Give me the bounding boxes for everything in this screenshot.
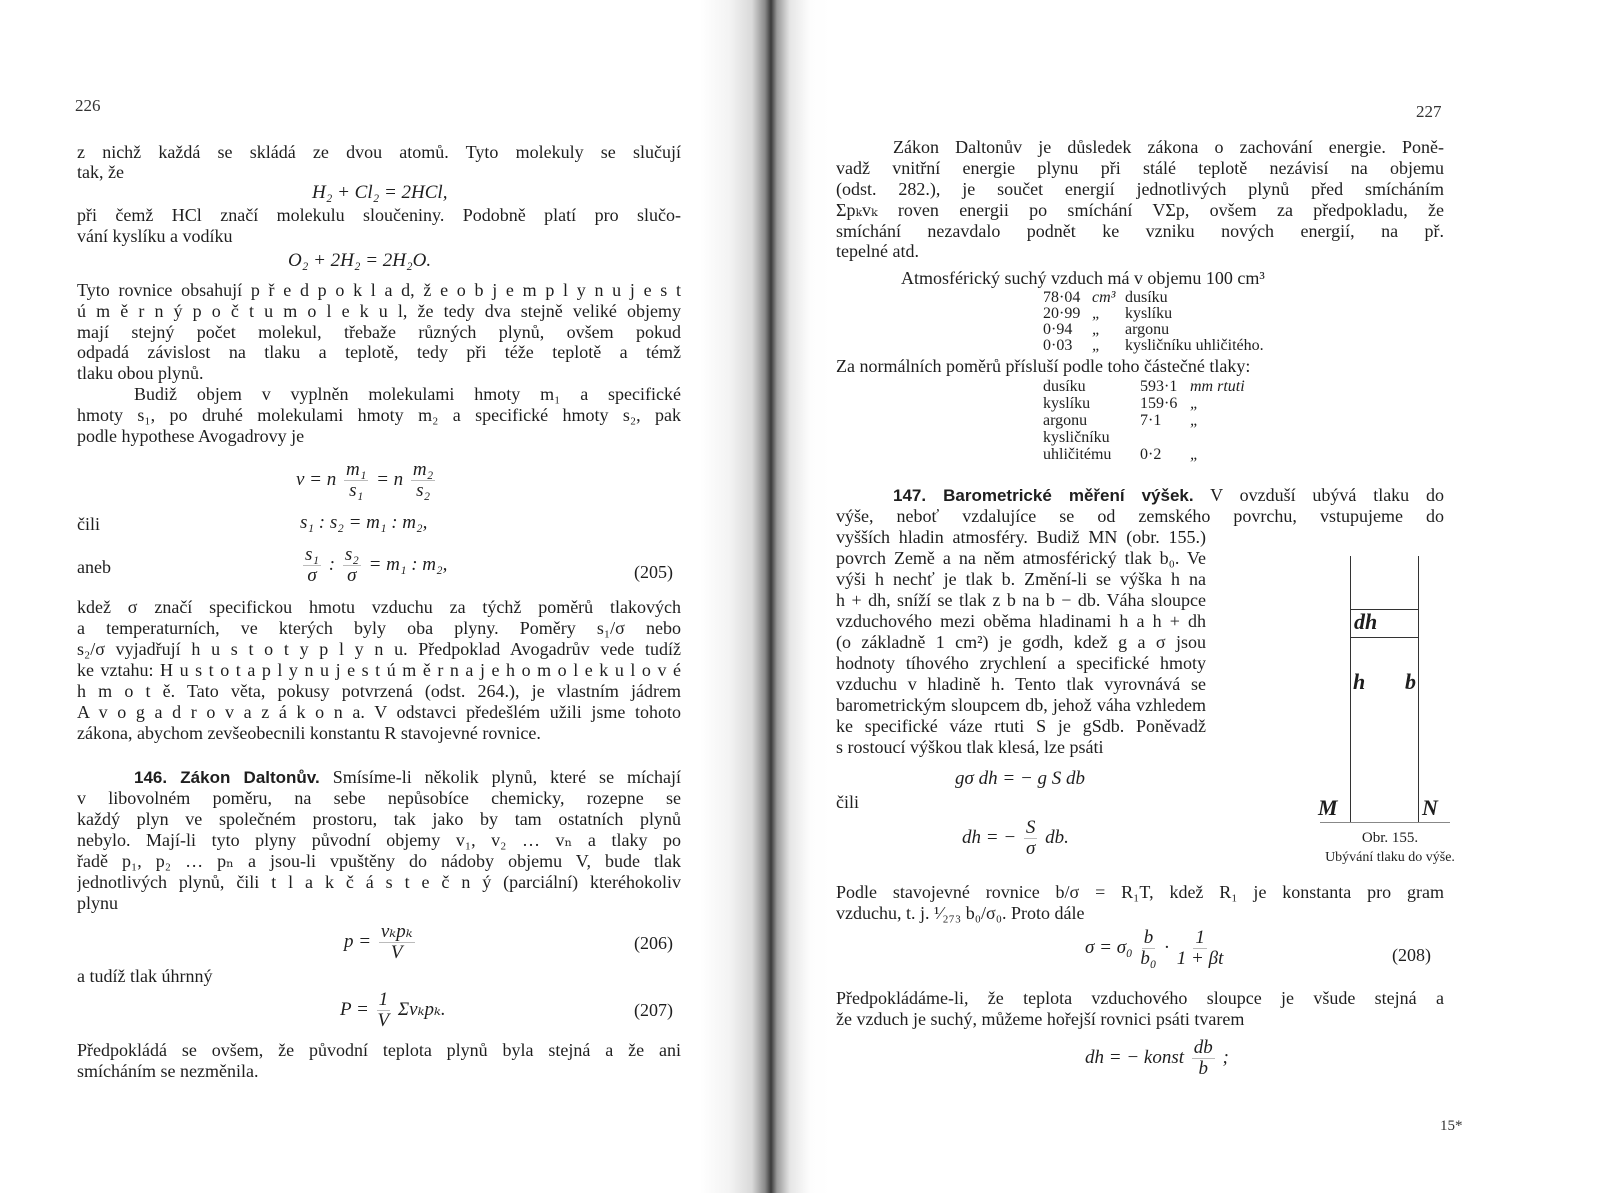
denominator: s₂: [416, 480, 431, 501]
denominator: V: [390, 942, 403, 963]
text-line: Předpokládáme-li, že teplota vzduchového sloupce je všude stejná a: [836, 988, 1444, 1008]
text-line: (odst. 282.), je součet energií jednotlivých plynů před smícháním: [836, 179, 1444, 199]
eq-part: v = n: [296, 468, 337, 490]
eq-part: :: [328, 553, 336, 575]
pressure-value: 593·1: [1140, 378, 1178, 395]
equation-number-208: (208): [1392, 945, 1431, 965]
text-line: ú m ě r n ý p o č t u m o l e k u l, že tedy dva stejně veliké objemy: [77, 301, 681, 321]
text-line: hmoty s₁, po druhé molekulami hmoty m₂ a specifické hmoty s₂, pak: [77, 405, 681, 425]
text-line: vání kyslíku a vodíku: [77, 226, 233, 246]
text-line: zákona, abychom zevšeobecnili konstantu R stavojevné rovnice.: [77, 723, 541, 743]
figure-label-b: b: [1405, 669, 1416, 694]
section-heading-line: [893, 485, 1444, 505]
volume-unit: „: [1092, 337, 1101, 354]
denominator: σ: [1025, 838, 1036, 859]
pressure-unit: „: [1190, 412, 1199, 429]
pressure-unit: „: [1190, 446, 1199, 463]
numerator: m₁: [346, 459, 367, 480]
label-cili: čili: [77, 514, 100, 534]
numerator: vₖpₖ: [380, 921, 413, 942]
figure-ground-line: [1320, 822, 1450, 823]
equation-konst: [1085, 1038, 1229, 1079]
text-line: při čemž HCl značí molekulu sloučeniny. Podobně platí pro slučo-: [77, 205, 681, 225]
text-line: vzduchu, t. j. ¹⁄₂₇₃ b₀/σ₀. Proto dále: [836, 903, 1085, 923]
text-line: Předpokládá se ovšem, že původní teplota plynů byla stejná a že ani: [77, 1040, 681, 1060]
gas-name: dusíku: [1043, 378, 1086, 395]
pressure-value: 7·1: [1140, 412, 1162, 429]
equation-number-207: (207): [634, 1000, 673, 1020]
equation-207: [340, 990, 446, 1031]
section-text: V ovzduší ubývá tlaku do: [1193, 485, 1444, 505]
text-line: vyšších hladin atmosféry. Budiž MN (obr. 155.): [836, 527, 1206, 547]
numerator: 1: [378, 989, 389, 1010]
equation-water: O₂ + 2H₂ = 2H₂O.: [288, 250, 432, 271]
text-line: kdež σ značí specifickou hmotu vzduchu za týchž poměrů tlakových: [77, 597, 681, 617]
text-line: tlaku obou plynů.: [77, 363, 204, 383]
volume-unit: „: [1092, 321, 1101, 338]
equation-ratio: s₁ : s₂ = m₁ : m₂,: [300, 512, 428, 533]
equation-number-205: (205): [634, 562, 673, 582]
text-line: každý plyn ve společném prostoru, tak jako by tam ostatních plynů: [77, 809, 681, 829]
pressure-value: 159·6: [1140, 395, 1178, 412]
text-line: výši h nechť je tlak b. Změní-li se výška h na: [836, 569, 1206, 589]
page-number: 227: [1416, 102, 1442, 121]
denominator: 1 + βt: [1176, 948, 1224, 969]
volume-unit: cm³: [1092, 289, 1116, 306]
section-heading-line: [134, 767, 681, 787]
equation-number-206: (206): [634, 933, 673, 953]
section-title: 147. Barometrické měření výšek.: [893, 486, 1194, 505]
figure-label-h: h: [1353, 669, 1366, 694]
denominator: σ: [347, 565, 357, 586]
eq-part: dh = − konst: [1085, 1046, 1184, 1068]
text-line: ke specifické váze rtuti S je gSdb. Poněvadž: [836, 716, 1206, 736]
numerator: s₁: [305, 544, 319, 565]
section-text: Smísíme-li několik plynů, které se míchají: [319, 767, 681, 787]
eq-part: dh = −: [962, 826, 1017, 848]
numerator: db: [1193, 1037, 1213, 1058]
denominator: σ: [307, 565, 317, 586]
text-line: Budiž objem v vyplněn molekulami hmoty m₁ a specifické: [134, 384, 681, 404]
text-line: tepelné atd.: [836, 241, 919, 261]
section-title: 146. Zákon Daltonův.: [134, 768, 320, 787]
denominator: s₁: [349, 480, 364, 501]
equation-206: [344, 922, 418, 963]
eq-part: P =: [340, 998, 369, 1020]
text-line: a tudíž tlak úhrnný: [77, 966, 213, 986]
figure-left-line: [1350, 556, 1351, 822]
text-line: mají stejný počet molekul, třebaže různých plynů, ovšem pokud: [77, 322, 681, 342]
figure-dh-bottom: [1350, 637, 1419, 638]
numerator: 1: [1195, 927, 1205, 948]
text-line: s₂/σ vyjadřují h u s t o t y p l y n u. Předpoklad Avogadrův vede tudíž: [77, 639, 681, 659]
gas-name: argonu: [1043, 412, 1088, 429]
eq-part: σ = σ₀: [1085, 936, 1133, 958]
eq-part: = m₁ : m₂,: [368, 553, 448, 575]
pressure-value: 0·2: [1140, 446, 1162, 463]
figure-label-n: N: [1422, 795, 1438, 820]
text-line: Atmosférický suchý vzduch má v objemu 100 cm³: [901, 268, 1265, 288]
text-line: h + dh, sníží se tlak z b na b − db. Váha sloupce: [836, 590, 1206, 610]
text-line: hodnoty tíhového zrychlení a specifické hmoty: [836, 653, 1206, 673]
volume-unit: „: [1092, 305, 1101, 322]
text-line: s rostoucí výškou tlak klesá, lze psáti: [836, 737, 1104, 757]
text-line: Zákon Daltonův je důsledek zákona o zachování energie. Poně-: [893, 137, 1444, 157]
page-number: 226: [75, 96, 101, 115]
figure-caption-text: Ubývání tlaku do výše.: [1325, 850, 1455, 865]
eq-part: = n: [376, 468, 404, 490]
text-line: vzduchového mezi oběma hladinami h a h + dh: [836, 611, 1206, 631]
text-line: smícháním se nezměnila.: [77, 1061, 259, 1081]
denominator: b₀: [1140, 948, 1157, 969]
pressure-unit: mm rtuti: [1190, 378, 1245, 395]
text-line: (o základně 1 cm²) je gσdh, kdež g a σ jsou: [836, 632, 1206, 652]
numerator: S: [1025, 817, 1036, 838]
text-line: ke vztahu: H u s t o t a p l y n u j e s t ú m ě r n a j e h o m o l e k u l o v é: [77, 660, 681, 680]
text-line: vadž vnitřní energie plynu při stálé teplotě nezávisí na objemu: [836, 158, 1444, 178]
text-line: vzduchu v hladině h. Tento tlak vyrovnává se: [836, 674, 1206, 694]
text-line: A v o g a d r o v a z á k o n a. V odstavci předešlém užili jsme tohoto: [77, 702, 681, 722]
denominator: V: [377, 1010, 390, 1031]
figure-label-m: M: [1318, 795, 1338, 820]
equation-hcl: H₂ + Cl₂ = 2HCl,: [312, 182, 448, 203]
equation-dh: [962, 818, 1069, 859]
numerator: m₂: [412, 459, 434, 480]
gas-name: kyslíku: [1125, 305, 1173, 322]
denominator: b: [1198, 1058, 1208, 1079]
eq-part: ;: [1222, 1046, 1229, 1068]
text-line: Σpₖvₖ roven energii po smíchání VΣp, ovšem za předpokladu, že: [836, 200, 1444, 220]
text-line: a temperaturních, ve kterých byly oba plyny. Poměry s₁/σ nebo: [77, 618, 681, 638]
equation-205: [300, 545, 447, 586]
gas-name: dusíku: [1125, 289, 1168, 306]
figure-label-dh: dh: [1354, 609, 1378, 634]
text-line: že vzduch je suchý, můžeme hořejší rovnici psáti tvarem: [836, 1009, 1245, 1029]
text-line: v libovolném poměru, na sebe nepůsobíce chemicky, rozepne se: [77, 788, 681, 808]
numerator: b: [1143, 927, 1154, 948]
signature-mark: 15*: [1440, 1118, 1463, 1134]
equation-balance: gσ dh = − g S db: [955, 768, 1086, 789]
gas-name: uhličitému: [1043, 446, 1112, 463]
eq-part: ·: [1164, 936, 1170, 958]
text-line: nebylo. Mají-li tyto plyny původní objemy v₁, v₂ … vₙ a tlaky po: [77, 830, 681, 850]
figure-caption-title: Obr. 155.: [1361, 830, 1419, 846]
text-line: smíchání nezavdalo podnět ke vzniku nových energií, na př.: [836, 221, 1444, 241]
volume-value: 20·99: [1043, 305, 1081, 322]
volume-value: 0·94: [1043, 321, 1073, 338]
text-line: Podle stavojevné rovnice b/σ = R₁T, kdež R₁ je konstanta pro gram: [836, 882, 1444, 902]
text-line: z nichž každá se skládá ze dvou atomů. Tyto molekuly se slučují: [77, 142, 681, 162]
volume-value: 0·03: [1043, 337, 1073, 354]
gas-name: kyslíku: [1043, 395, 1091, 412]
text-line: podle hypothese Avogadrovy je: [77, 426, 305, 446]
gas-name: argonu: [1125, 321, 1170, 338]
eq-part: db.: [1045, 826, 1069, 848]
text-line: čili: [836, 792, 859, 812]
figure-right-line: [1418, 556, 1419, 822]
text-line: výše, neboť vzdalujíce se od zemského povrchu, vstupujeme do: [836, 506, 1444, 526]
text-line: tak, že: [77, 162, 124, 182]
gas-name: kysličníku uhličitého.: [1125, 337, 1264, 354]
text-line: Tyto rovnice obsahují p ř e d p o k l a d, ž e o b j e m p l y n u j e s t: [77, 280, 681, 300]
numerator: s₂: [344, 544, 359, 565]
text-line: řadě p₁, p₂ … pₙ a jsou-li vpuštěny do nádoby objemu V, bude tlak: [77, 851, 681, 871]
eq-part: p =: [344, 930, 372, 952]
text-line: Za normálních poměrů přísluší podle toho částečné tlaky:: [836, 356, 1251, 376]
volume-value: 78·04: [1043, 289, 1081, 306]
text-line: barometrickým sloupcem db, jehož váha vzhledem: [836, 695, 1206, 715]
eq-part: Σvₖpₖ.: [397, 998, 446, 1020]
label-aneb: aneb: [77, 557, 111, 577]
text-line: odpadá závislost na tlaku a teplotě, tedy při téže teplotě a témž: [77, 342, 681, 362]
pressure-unit: „: [1190, 395, 1199, 412]
text-line: jednotlivých plynů, čili t l a k č á s t e č n ý (parciální) kteréhokoliv: [77, 872, 681, 892]
equation-208: [1085, 928, 1226, 969]
gas-name: kysličníku: [1043, 429, 1110, 446]
text-line: h m o t ě. Tato věta, pokusy potvrzená (odst. 264.), je vlastním jádrem: [77, 681, 681, 701]
text-line: povrch Země a na něm atmosférický tlak b₀. Ve: [836, 548, 1206, 568]
equation-avogadro: [296, 460, 438, 501]
text-line: plynu: [77, 893, 119, 913]
